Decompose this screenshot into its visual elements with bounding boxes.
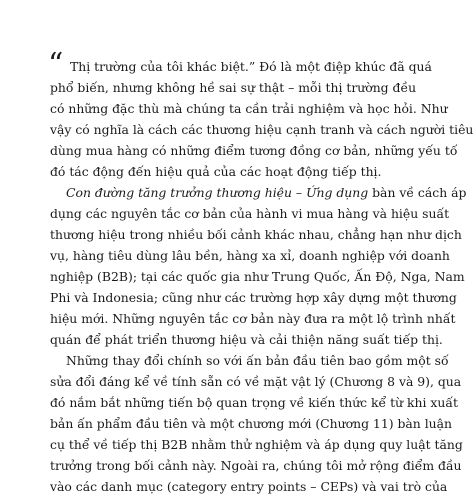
paragraph-2 (50, 182, 467, 350)
text-line: hiệu mới. Những nguyên tắc cơ bản này đưa ra một lộ trình nhất (50, 311, 456, 326)
text-line: Thị trường của tôi khác biệt.” Đó là một điệp khúc đã quá (70, 59, 432, 74)
paragraph-3 (50, 350, 463, 497)
opening-quote-mark: “ (48, 47, 64, 82)
text-line: vụ, hàng tiêu dùng lâu bền, hàng xa xỉ, doanh nghiệp với doanh (50, 248, 450, 263)
text-line: đó nắm bắt những tiến bộ quan trọng về kiến thức kể từ khi xuất (50, 395, 458, 410)
text-line: cụ thể về tiếp thị B2B nhằm thử nghiệm và áp dụng quy luật tăng (50, 437, 463, 452)
text-line: dụng các nguyên tắc cơ bản của hành vi mua hàng và hiệu suất (50, 206, 450, 221)
text-line: vậy có nghĩa là cách các thương hiệu cạnh tranh và cách người tiêu (50, 122, 473, 137)
text-line: dùng mua hàng có những điểm tương đồng cơ bản, những yếu tố (50, 143, 458, 158)
body-text (48, 47, 473, 497)
text-line: thương hiệu trong nhiều bối cảnh khác nhau, chẳng hạn như dịch (50, 227, 462, 242)
text-line: vào các danh mục (category entry points – CEPs) và vai trò của (50, 479, 448, 494)
text-line: có những đặc thù mà chúng ta cần trải nghiệm và học hỏi. Như (50, 101, 448, 116)
text-line: Những thay đổi chính so với ấn bản đầu tiên bao gồm một số (66, 353, 449, 368)
text-line: Phi và Indonesia; cũng như các trường hợp xây dựng một thương (50, 290, 457, 305)
text-line: trưởng trong bối cảnh này. Ngoài ra, chúng tôi mở rộng điểm đầu (50, 458, 462, 473)
text-line (50, 182, 467, 203)
paragraph-1 (48, 47, 473, 182)
text-line: sửa đổi đáng kể về tính sẵn có về mặt vật lý (Chương 8 và 9), qua (50, 374, 462, 389)
text-line: quán để phát triển thương hiệu và cải thiện năng suất tiếp thị. (50, 332, 443, 347)
text-line: bản ấn phẩm đầu tiên và một chương mới (Chương 11) bàn luận (50, 416, 453, 431)
text-line: nghiệp (B2B); tại các quốc gia như Trung Quốc, Ấn Độ, Nga, Nam (50, 269, 465, 284)
text-fragment: bàn về cách áp (368, 185, 467, 200)
book-title-italic: Con đường tăng trưởng thương hiệu – Ứng dụng (66, 185, 369, 200)
text-line: phổ biến, nhưng không hề sai sự thật – mỗi thị trường đều (50, 80, 417, 95)
text-line: đó tác động đến hiệu quả của các hoạt động tiếp thị. (50, 164, 382, 179)
